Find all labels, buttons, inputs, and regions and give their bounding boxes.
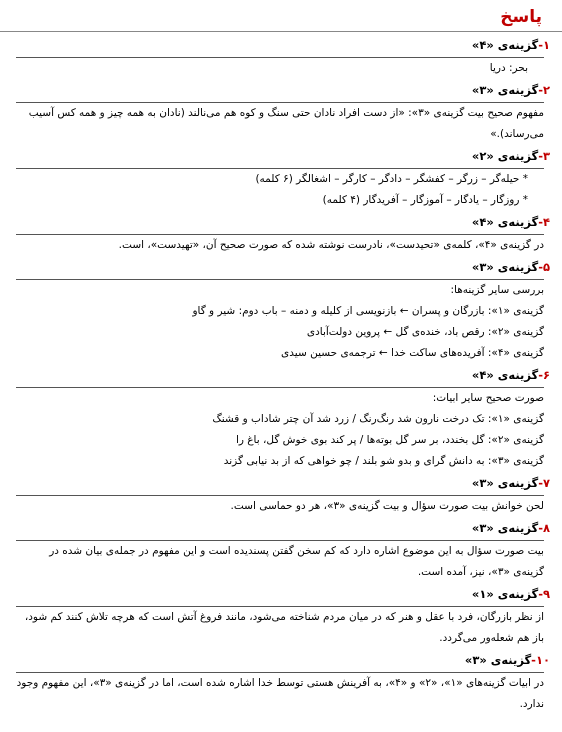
explanation-line: * روزگار – یادگار – آموزگار – آفریدگار (۴ کلمه) [322,194,528,206]
question-number: ۲- [538,83,550,97]
answer-block [16,649,550,715]
answer-block [16,364,550,472]
answer-heading [16,256,550,279]
answer-choice: گزینه‌ی «۴» [471,215,539,229]
answer-block [16,256,550,364]
explanation-line: از نظر بازرگان، فرد با عقل و هنر که در میان مردم شناخته می‌شود، مانند فروغ آتش است که هرچه تلاش کنند کم شود، [24,611,544,623]
explanation-line: صورت صحیح سایر ابیات: [432,392,544,404]
explanation-line: در ابیات گزینه‌های «۱»، «۲» و «۴»، به آفرینش هستی توسط خدا اشاره شده است، اما در گزینه‌ی «۳»، این مفهوم وجود [16,677,544,689]
explanation-line: بحر: دریا [489,62,528,74]
answer-heading [16,34,550,57]
explanation-line: در گزینه‌ی «۴»، کلمه‌ی «تحیدست»، نادرست نوشته شده که صورت صحیح آن، «تهیدست»، است. [118,239,544,251]
answer-block [16,583,550,649]
explanation-line: بررسی سایر گزینه‌ها: [450,284,544,296]
answers-list [16,34,550,715]
answer-heading [16,583,550,606]
explanation-line: باز هم شعله‌ور می‌گردد. [439,632,544,644]
answer-heading [16,145,550,168]
explanation-line: گزینه‌ی «۱»: بازرگان و پسران ← بازنویسی از کلیله و دمنه – باب دوم: شیر و گاو [192,305,544,317]
answer-heading [16,79,550,102]
question-number: ۱- [538,38,550,52]
explanation-line: گزینه‌ی «۴»: آفریده‌های ساکت خدا ← ترجمه‌ی حسین سیدی [281,347,544,359]
answer-choice: گزینه‌ی «۳» [471,476,539,490]
answer-choice: گزینه‌ی «۳» [471,521,539,535]
explanation-line: گزینه‌ی «۱»: تک درخت نارون شد رنگ‌رنگ / زرد شد آن چتر شاداب و قشنگ [212,413,544,425]
answer-heading [16,211,550,234]
answer-block [16,79,550,145]
question-number: ۴- [538,215,550,229]
explanation-line: گزینه‌ی «۳»: به دانش گرای و بدو شو بلند / چو خواهی که از بد نیابی گزند [223,455,544,467]
answer-choice: گزینه‌ی «۱» [471,587,539,601]
explanation-line: گزینه‌ی «۲»: رقص باد، خنده‌ی گل ← پروین دولت‌آبادی [306,326,544,338]
answer-choice: گزینه‌ی «۳» [471,260,539,274]
question-number: ۹- [538,587,550,601]
answer-heading [16,364,550,387]
answer-choice: گزینه‌ی «۲» [471,149,539,163]
title-divider [0,31,562,32]
answer-heading [16,517,550,540]
question-number: ۶- [538,368,550,382]
answer-block [16,145,550,211]
answer-choice: گزینه‌ی «۳» [471,83,539,97]
answer-choice: گزینه‌ی «۴» [471,368,539,382]
question-number: ۸- [538,521,550,535]
explanation-line: * حیله‌گر – زرگر – کفشگر – دادگر – کارگر – اشغالگر (۶ کلمه) [255,173,528,185]
question-number: ۳- [538,149,550,163]
answer-choice: گزینه‌ی «۴» [471,38,539,52]
answer-block [16,34,550,79]
explanation-line: ندارد. [519,698,544,710]
answer-block [16,211,550,256]
answer-block [16,517,550,583]
explanation-line: گزینه‌ی «۳»، نیز، آمده است. [417,566,544,578]
answer-block [16,472,550,517]
question-number: ۵- [538,260,550,274]
explanation-line: لحن خوانش بیت صورت سؤال و بیت گزینه‌ی «۳»، هر دو حماسی است. [230,500,544,512]
answer-heading [16,649,550,672]
explanation-line: مفهوم صحیح بیت گزینه‌ی «۳»: «از دست افراد نادان حتی سنگ و کوه هم می‌نالند (نادان به همه چیز و همه کس آسیب [28,107,544,119]
explanation-line: می‌رساند).» [490,128,544,140]
answer-choice: گزینه‌ی «۳» [464,653,532,667]
page-title: پاسخ [500,7,542,27]
explanation-line: گزینه‌ی «۲»: گل بخندد، بر سر گل بوته‌ها / پر کند بوی خوش گل، باغ را [235,434,544,446]
answer-heading [16,472,550,495]
question-number: ۷- [538,476,550,490]
explanation-line: بیت صورت سؤال به این موضوع اشاره دارد که کم سخن گفتن پسندیده است و این مفهوم در جمله‌ی بیان شده در [49,545,544,557]
question-number: ۱۰- [531,653,550,667]
